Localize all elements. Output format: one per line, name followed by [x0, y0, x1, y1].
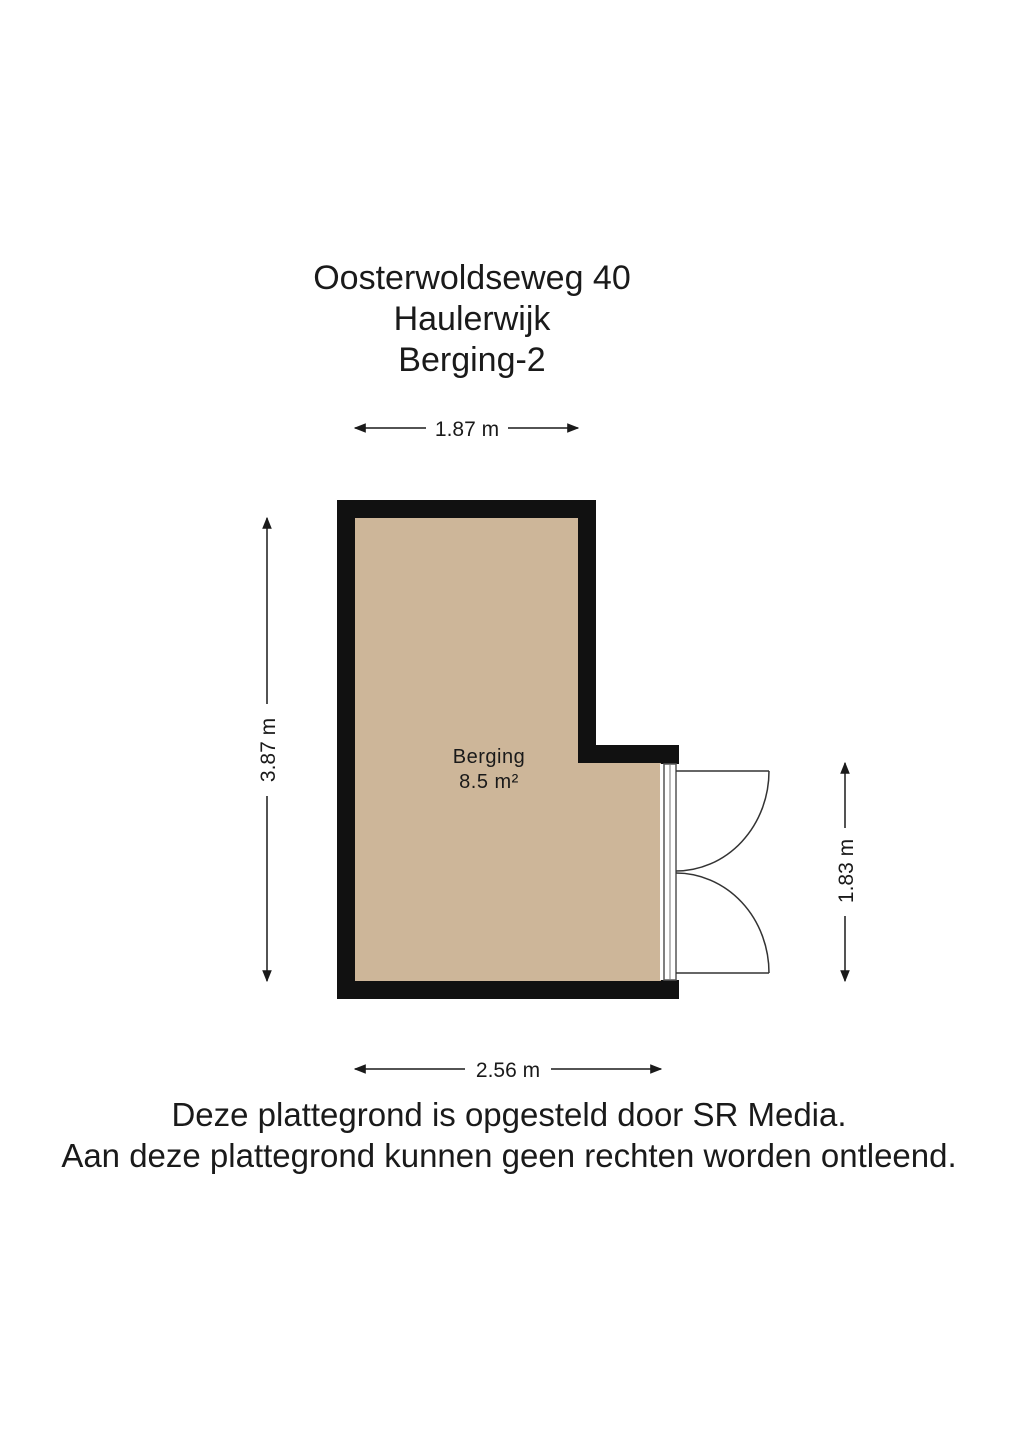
dimension-top-width — [355, 418, 578, 441]
dimension-bottom-width — [355, 1059, 661, 1082]
dimension-right-label: 1.83 m — [835, 838, 858, 904]
room-area: 8.5 m² — [459, 771, 519, 793]
dimension-right-height — [835, 763, 858, 981]
disclaimer-line-1: Deze plattegrond is opgesteld door SR Media. — [171, 1096, 847, 1133]
room-name: Berging — [452, 746, 526, 768]
door-swing-top — [676, 771, 769, 871]
disclaimer-line-2: Aan deze plattegrond kunnen geen rechten worden ontleend. — [61, 1137, 957, 1174]
floor-title: Berging-2 — [398, 341, 546, 379]
city-title: Haulerwijk — [393, 300, 551, 338]
door-swing-bottom — [676, 873, 769, 973]
dimension-left-label: 3.87 m — [257, 717, 280, 783]
room-berging — [346, 509, 769, 990]
disclaimer — [0, 1094, 1018, 1176]
dimension-bottom-label: 2.56 m — [475, 1059, 541, 1082]
dimension-left-height — [257, 518, 280, 981]
address-title: Oosterwoldseweg 40 — [313, 259, 631, 297]
dimension-top-label: 1.87 m — [434, 418, 500, 441]
